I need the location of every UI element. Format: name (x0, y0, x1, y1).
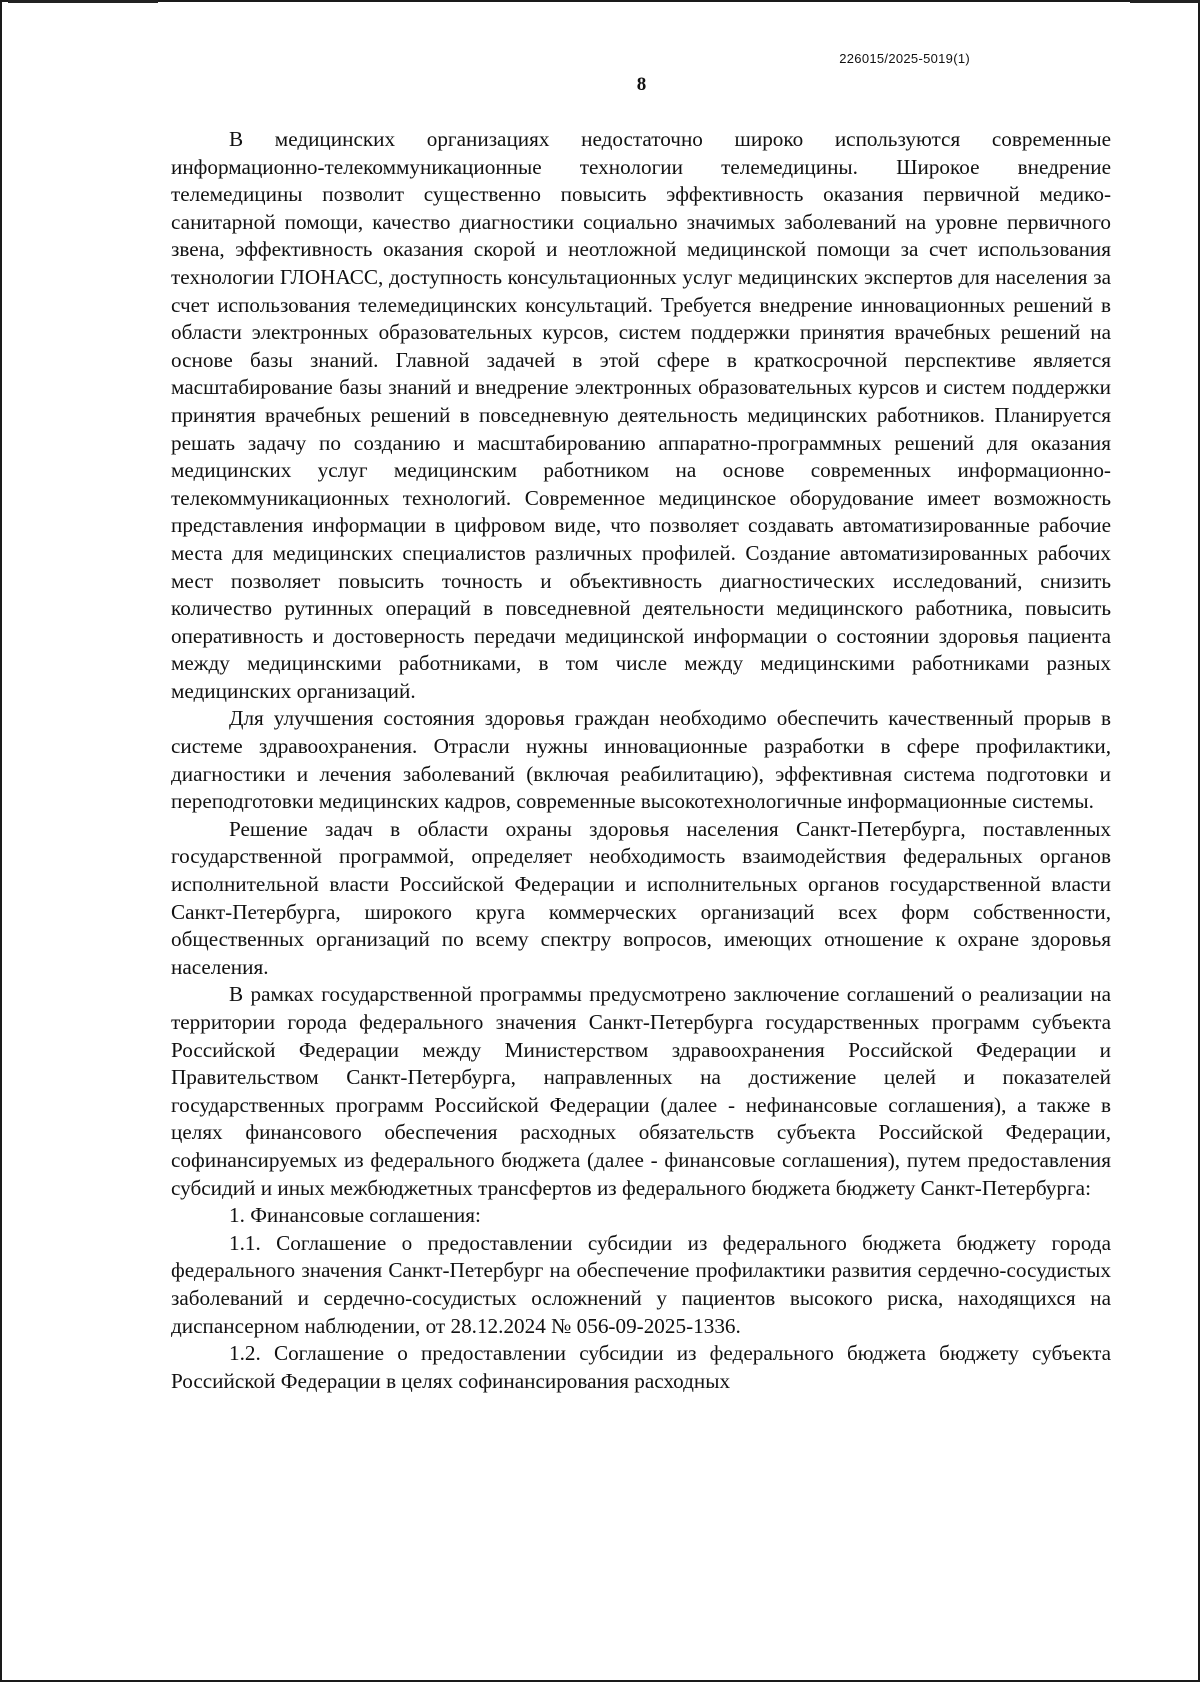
list-heading-financial-agreements: 1. Финансовые соглашения: (229, 1203, 481, 1228)
list-item-1-1: 1.1. Соглашение о предоставлении субсидии из федерального бюджета бюджету города федерального значения Санкт-Петербург на обеспечение профилактики развития сердечно-сосудистых заболеваний и сердечно-сосудистых осложнений у пациентов высокого риска, находящихся на диспансерном наблюдении, от 28.12.2024 № 056-09-2025-1336. (171, 1230, 1111, 1338)
document-number: 226015/2025-5019(1) (839, 51, 970, 66)
list-item-1-2: 1.2. Соглашение о предоставлении субсидии из федерального бюджета бюджету субъекта Российской Федерации в целях софинансирования расходных (171, 1341, 1111, 1393)
scan-artifact-top-left (8, 0, 158, 3)
page-number (0, 74, 1200, 96)
page-number-text: 8 (636, 74, 647, 95)
paragraph-tasks: Решение задач в области охраны здоровья населения Санкт-Петербурга, поставленных государственной программой, определяет необходимость взаимодействия федеральных органов исполнительной власти Российской Федерации и исполнительных органов государственной власти Санкт-Петербурга, широкого круга коммерческих организаций всех форм собственности, общественных организаций по всему спектру вопросов, имеющих отношение к охране здоровья населения. (171, 816, 1111, 979)
document-body (171, 126, 1111, 1395)
paragraph-telemedicine: В медицинских организациях недостаточно широко используются современные информационно-телекоммуникационные технологии телемедицины. Широкое внедрение телемедицины позволит существенно повысить эффективность оказания первичной медико-санитарной помощи, качество диагностики социально значимых заболеваний на уровне первичного звена, эффективность оказания скорой и неотложной медицинской помощи за счет использования технологии ГЛОНАСС, доступность консультационных услуг медицинских экспертов для населения за счет использования телемедицинских консультаций. Требуется внедрение инновационных решений в области электронных образовательных курсов, систем поддержки принятия врачебных решений на основе базы знаний. Главной задачей в этой сфере в краткосрочной перспективе является масштабирование базы знаний и внедрение электронных образовательных курсов и систем поддержки принятия врачебных решений в повседневную деятельность медицинских работников. Планируется решать задачу по созданию и масштабированию аппаратно-программных решений для оказания медицинских услуг медицинским работником на основе современных информационно-телекоммуникационных технологий. Современное медицинское оборудование имеет возможность представления информации в цифровом виде, что позволяет создавать автоматизированные рабочие места для медицинских специалистов различных профилей. Создание автоматизированных рабочих мест позволяет повысить точность и объективность диагностических исследований, снизить количество рутинных операций в повседневной деятельности медицинского работника, повысить оперативность и достоверность передачи медицинской информации о состоянии здоровья пациента между медицинскими работниками, в том числе между медицинскими работниками разных медицинских организаций. (171, 127, 1111, 703)
scan-artifact-top-right (1130, 0, 1200, 3)
paragraph-health-improvement: Для улучшения состояния здоровья граждан необходимо обеспечить качественный прорыв в системе здравоохранения. Отрасли нужны инновационные разработки в сфере профилактики, диагностики и лечения заболеваний (включая реабилитацию), эффективная система подготовки и переподготовки медицинских кадров, современные высокотехнологичные информационные системы. (171, 706, 1111, 814)
paragraph-agreements: В рамках государственной программы предусмотрено заключение соглашений о реализации на территории города федерального значения Санкт-Петербурга государственных программ субъекта Российской Федерации между Министерством здравоохранения Российской Федерации и Правительством Санкт-Петербурга, направленных на достижение целей и показателей государственных программ Российской Федерации (далее - нефинансовые соглашения), а также в целях финансового обеспечения расходных обязательств субъекта Российской Федерации, софинансируемых из федерального бюджета (далее - финансовые соглашения), путем предоставления субсидий и иных межбюджетных трансфертов из федерального бюджета бюджету Санкт-Петербурга: (171, 982, 1111, 1200)
